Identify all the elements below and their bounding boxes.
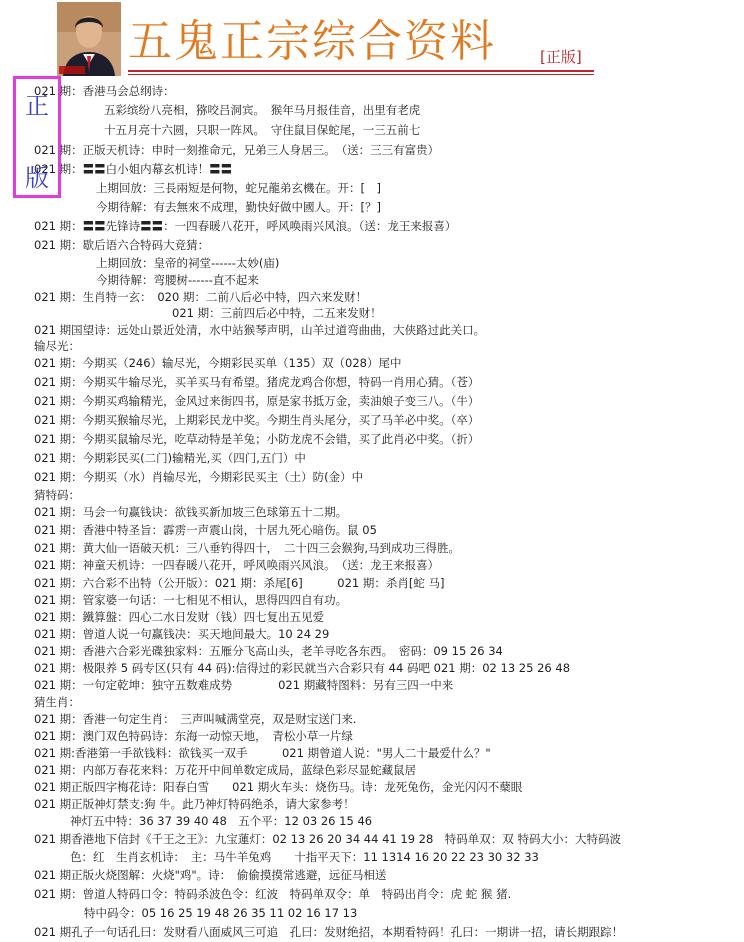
content-line: 今期待解：弯腰树------直不起来 — [96, 273, 259, 287]
edition-tag: [正版] — [540, 48, 582, 66]
content-line: 021 期：香港六合彩光碟独家料：五雁分飞高山头，老羊寻吃各东西。 密码：09 15 26 34 — [34, 644, 503, 658]
content-line: 021 期：香港马会总纲诗： — [34, 84, 175, 98]
section-heading: 猜特码： — [34, 488, 80, 502]
title-underline — [128, 70, 594, 72]
content-line: 上期回放：三長兩短是何物，蛇兄龍弟玄機在。开：[ ] — [96, 181, 381, 195]
content-line: 021 期香港地下信封《千王之王》：九宝蓮灯：02 13 26 20 34 44 41 19 28 特码单双：双 特码大小：大特码波 — [34, 832, 621, 846]
content-line: 021 期：管家婆一句话：一七相见不相认，思得四四自有功。 — [34, 593, 348, 607]
content-line: 021 期：神童天机诗：一四春暖八花开，呼风唤雨兴风浪。 （送：龙王来报喜） — [34, 558, 440, 572]
title-underline-thin — [128, 74, 594, 75]
content-line: 今期待解：有去無來不成理，勤快好做中國人。开：[？] — [96, 200, 381, 214]
content-line: 021 期正版火烧图解：火烧"鸡"。诗： 偷偷摸摸常逃避，远征马相送 — [34, 868, 387, 882]
content-line: 021 期：曾道人说一句赢钱决：买天地间最大。10 24 29 — [34, 627, 330, 641]
content-line: 021 期：歇后语六合特码大竞猜： — [34, 238, 210, 252]
content-line: 021 期：今期买鼠输尽光，吃草动特是羊兔；小防龙虎不会错，买了此肖必中奖。（折） — [34, 432, 480, 446]
content-line: 021 期：香港中特圣旨：霹雳一声震山岗，十居九死心暗伤。鼠 05 — [34, 523, 377, 537]
content-line: 神灯五中特：36 37 39 40 48 五个平：12 03 26 15 46 — [70, 814, 373, 828]
section-heading: 输尽光： — [34, 339, 80, 353]
content-line: 021 期：三前四后必中特，二五来发财！ — [172, 306, 382, 320]
content-line: 021 期正版四字梅花诗：阳春白雪 021 期火车头：烧伤马。诗：龙死兔伤，金光闪闪不蘖眼 — [34, 780, 523, 794]
content-line: 十五月亮十六圆，只职一阵风。 守住鼠目保蛇尾，一三五前七 — [104, 123, 421, 137]
content-line: 五彩缤纷八亮相，猕咬吕洞宾。 猴年马月报佳音，出里有老虎 — [104, 103, 421, 117]
avatar — [57, 2, 121, 76]
content-line: 021 期：今期买牛输尽光，买羊买马有希望。猪虎龙鸡合你想，特码一肖用心猜。（苍） — [34, 375, 480, 389]
content-line: 021 期：六合彩不出特（公开版）：021 期：杀尾[6] 021 期：杀肖[蛇 马] — [34, 576, 445, 590]
content-line: 021 期:香港第一手欲钱料：欲钱买一双手 021 期曾道人说："男人二十最爱什么？" — [34, 746, 491, 760]
content-line: 021 期：澳门双色特码诗：东海一动惊天地， 青松小草一片绿 — [34, 729, 353, 743]
content-line: 021 期：今期买猴输尽光，上期彩民龙中奖。今期生肖头尾分，买了马羊必中奖。（卒） — [34, 413, 480, 427]
content-line: 021 期：内部万春花来料：万花开中间单数定成局，蓝绿色彩尽显蛇藏鼠居 — [34, 763, 417, 777]
content-line: 021 期：一句定乾坤：独守五数难成势 021 期藏特图料：另有三四一中来 — [34, 678, 454, 692]
content-line: 021 期：今期买鸡输精光，金风过来街四书，原是家书抵万金，卖油娘子变三八。（牛） — [34, 394, 480, 408]
content-line: 021 期：生肖特一玄： 020 期：二前八后必中特，四六来发财！ — [34, 290, 367, 304]
content-line: 021 期：极限养 5 码专区(只有 44 码):信得过的彩民就当六合彩只有 44 码吧 021 期：02 13 25 26 48 — [34, 661, 571, 675]
content-line: 021 期：鐵算盤：四心二水日发财（钱）四七复出五见爱 — [34, 610, 325, 624]
content-line: 021 期正版神灯禁支:狗 牛。此乃神灯特码绝杀，请大家参考！ — [34, 797, 355, 811]
content-line: 021 期：〓〓白小姐内幕玄机诗！〓〓 — [34, 162, 233, 176]
content-line: 021 期：正版天机诗：申时一刻推命元，兄弟三人身居三。 （送：三三有富贵） — [34, 143, 440, 157]
content-line: 021 期孔子一句话孔曰：发财看八面威风三可追 孔曰：发财绝招，本期看特码！孔曰：一期讲一招，请长期跟踪！ — [34, 925, 624, 939]
content-line: 021 期国望诗：远处山景近处清，水中站猴琴声明，山羊过道弯曲曲，大侠路过此关口。 — [34, 323, 486, 337]
stamp-char-1: 正 — [25, 92, 49, 120]
stamp-char-2: 版 — [25, 164, 49, 192]
content-line: 021 期：香港一句定生肖： 三声叫喊满堂亮，双是财宝送门来. — [34, 712, 357, 726]
content-line: 021 期：曾道人特码口令：特码杀波色令：红波 特码单双令：单 特码出肖令：虎 蛇 猴 猪. — [34, 887, 512, 901]
content-line: 021 期：今期买（246）输尽光，今期彩民买单（135）双（028）尾中 — [34, 356, 402, 370]
content-line: 021 期：今期买（水）肖输尽光，今期彩民买主（土）防(金）中 — [34, 470, 364, 484]
content-line: 021 期：今期彩民买(二门)输精光,买（四门,五门）中 — [34, 451, 306, 465]
content-line: 021 期：马会一句赢钱诀：欲钱买新加坡三色球第五十二期。 — [34, 505, 348, 519]
section-heading: 猜生肖： — [34, 695, 80, 709]
content-line: 特中码令：05 16 25 19 48 26 35 11 02 16 17 13 — [84, 906, 358, 920]
content-line: 021 期：〓〓先锋诗〓〓：一四春暖八花开，呼风唤雨兴风浪。（送：龙王来报喜） — [34, 219, 457, 233]
content-line: 色：红 生肖玄机诗： 主：马牛羊兔鸡 十指平天下：11 1314 16 20 22 23 30 32 33 — [70, 850, 539, 864]
page-title: 五鬼正宗综合资料 — [128, 16, 496, 67]
content-line: 021 期：黄大仙一语破天机：三八垂钓得四十， 二十四三会猴狗,马到成功三得胜。 — [34, 541, 461, 555]
content-line: 上期回放：皇帝的祠堂------太妙(庙) — [96, 256, 280, 270]
